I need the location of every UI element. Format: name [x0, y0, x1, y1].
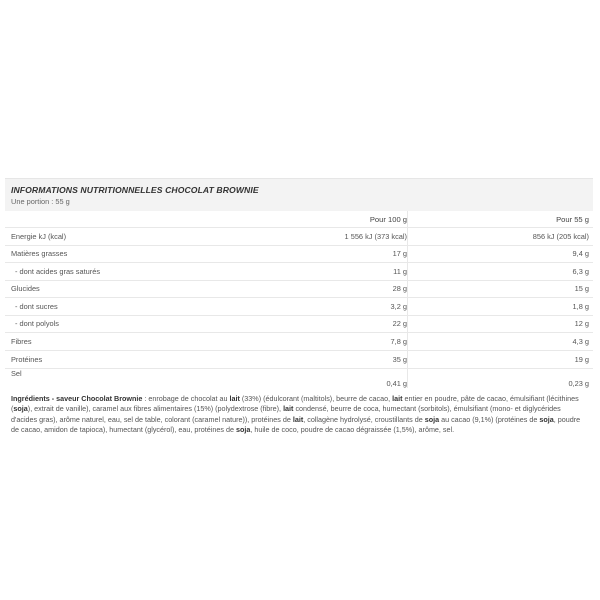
value-per-55g: 6,3 g	[408, 263, 594, 281]
table-header-row	[5, 211, 593, 228]
table-row	[5, 315, 593, 333]
value-per-100g: 7,8 g	[215, 333, 408, 351]
value-per-100g: 28 g	[215, 280, 408, 298]
nutrient-label: Protéines	[5, 350, 215, 368]
nutrient-label: - dont sucres	[5, 298, 215, 316]
allergen-highlight: lait	[229, 393, 240, 403]
table-row	[5, 298, 593, 316]
table-row	[5, 263, 593, 281]
table-row	[5, 368, 593, 388]
nutrient-label: Fibres	[5, 333, 215, 351]
ingredient-text: entier en poudre, pâte de cacao, émulsifiant (lécithines (	[11, 393, 579, 414]
value-per-55g: 19 g	[408, 350, 594, 368]
table-row	[5, 280, 593, 298]
header-empty-cell	[5, 211, 215, 228]
ingredients-text	[5, 388, 593, 436]
value-per-100g: 22 g	[215, 315, 408, 333]
value-per-55g: 12 g	[408, 315, 594, 333]
ingredient-text: , collagène hydrolysé, croustillants de	[303, 414, 425, 424]
ingredient-text: ), extrait de vanille), caramel aux fibres alimentaires (15%) (polydextrose (fibre),	[27, 404, 284, 414]
table-row	[5, 350, 593, 368]
column-header-100g: Pour 100 g	[215, 211, 408, 228]
value-per-100g: 35 g	[215, 350, 408, 368]
ingredient-text: au cacao (9,1%) (protéines de	[439, 414, 540, 424]
ingredient-text: condensé, beurre de coca, humectant (sorbitols), émulsifiant (mono- et diglycérides d'acides gras), arôme naturel, eau, sel de table, colorant (caramel nature)), protéines de	[11, 404, 561, 424]
table-row	[5, 333, 593, 351]
allergen-highlight: soja	[13, 404, 28, 414]
value-per-55g: 4,3 g	[408, 333, 594, 351]
portion-size: Une portion : 55 g	[11, 197, 70, 206]
nutrition-panel	[5, 178, 593, 436]
nutrient-label: Glucides	[5, 280, 215, 298]
nutrition-table	[5, 211, 593, 388]
value-per-55g: 15 g	[408, 280, 594, 298]
nutrient-label: Matières grasses	[5, 245, 215, 263]
value-per-100g: 11 g	[215, 263, 408, 281]
allergen-highlight: lait	[292, 414, 304, 424]
nutrient-label: - dont polyols	[5, 315, 215, 333]
value-per-55g: 856 kJ (205 kcal)	[408, 228, 594, 246]
allergen-highlight: lait	[392, 393, 403, 403]
allergen-highlight: soja	[539, 414, 554, 424]
nutrient-label: - dont acides gras saturés	[5, 263, 215, 281]
allergen-highlight: soja	[235, 425, 251, 435]
value-per-55g: 1,8 g	[408, 298, 594, 316]
table-row	[5, 245, 593, 263]
value-per-55g: 9,4 g	[408, 245, 594, 263]
ingredient-text: , poudre de cacao, amidon de tapioca), humectant (glycérol), eau, protéines de	[11, 414, 581, 435]
ingredient-text: : enrobage de chocolat au	[142, 393, 230, 403]
allergen-highlight: soja	[424, 414, 440, 424]
nutrition-header	[5, 178, 593, 211]
nutrient-label: Energie kJ (kcal)	[5, 228, 215, 246]
nutrition-title: INFORMATIONS NUTRITIONNELLES CHOCOLAT BROWNIE	[11, 185, 259, 195]
value-per-100g: 1 556 kJ (373 kcal)	[215, 228, 408, 246]
table-row	[5, 228, 593, 246]
ingredient-text: , huile de coco, poudre de cacao dégraissée (1,5%), arôme, sel.	[250, 425, 455, 435]
ingredients-heading: Ingrédients - saveur Chocolat Brownie	[11, 393, 143, 403]
nutrient-label: Sel	[11, 368, 22, 378]
column-header-55g: Pour 55 g	[408, 211, 594, 228]
value-per-55g: 0,23 g	[568, 378, 589, 388]
value-per-100g: 3,2 g	[215, 298, 408, 316]
value-per-100g: 17 g	[215, 245, 408, 263]
allergen-highlight: lait	[283, 404, 294, 414]
ingredient-text: (33%) (édulcorant (maltitols), beurre de cacao,	[239, 393, 393, 403]
value-per-100g: 0,41 g	[215, 368, 408, 388]
